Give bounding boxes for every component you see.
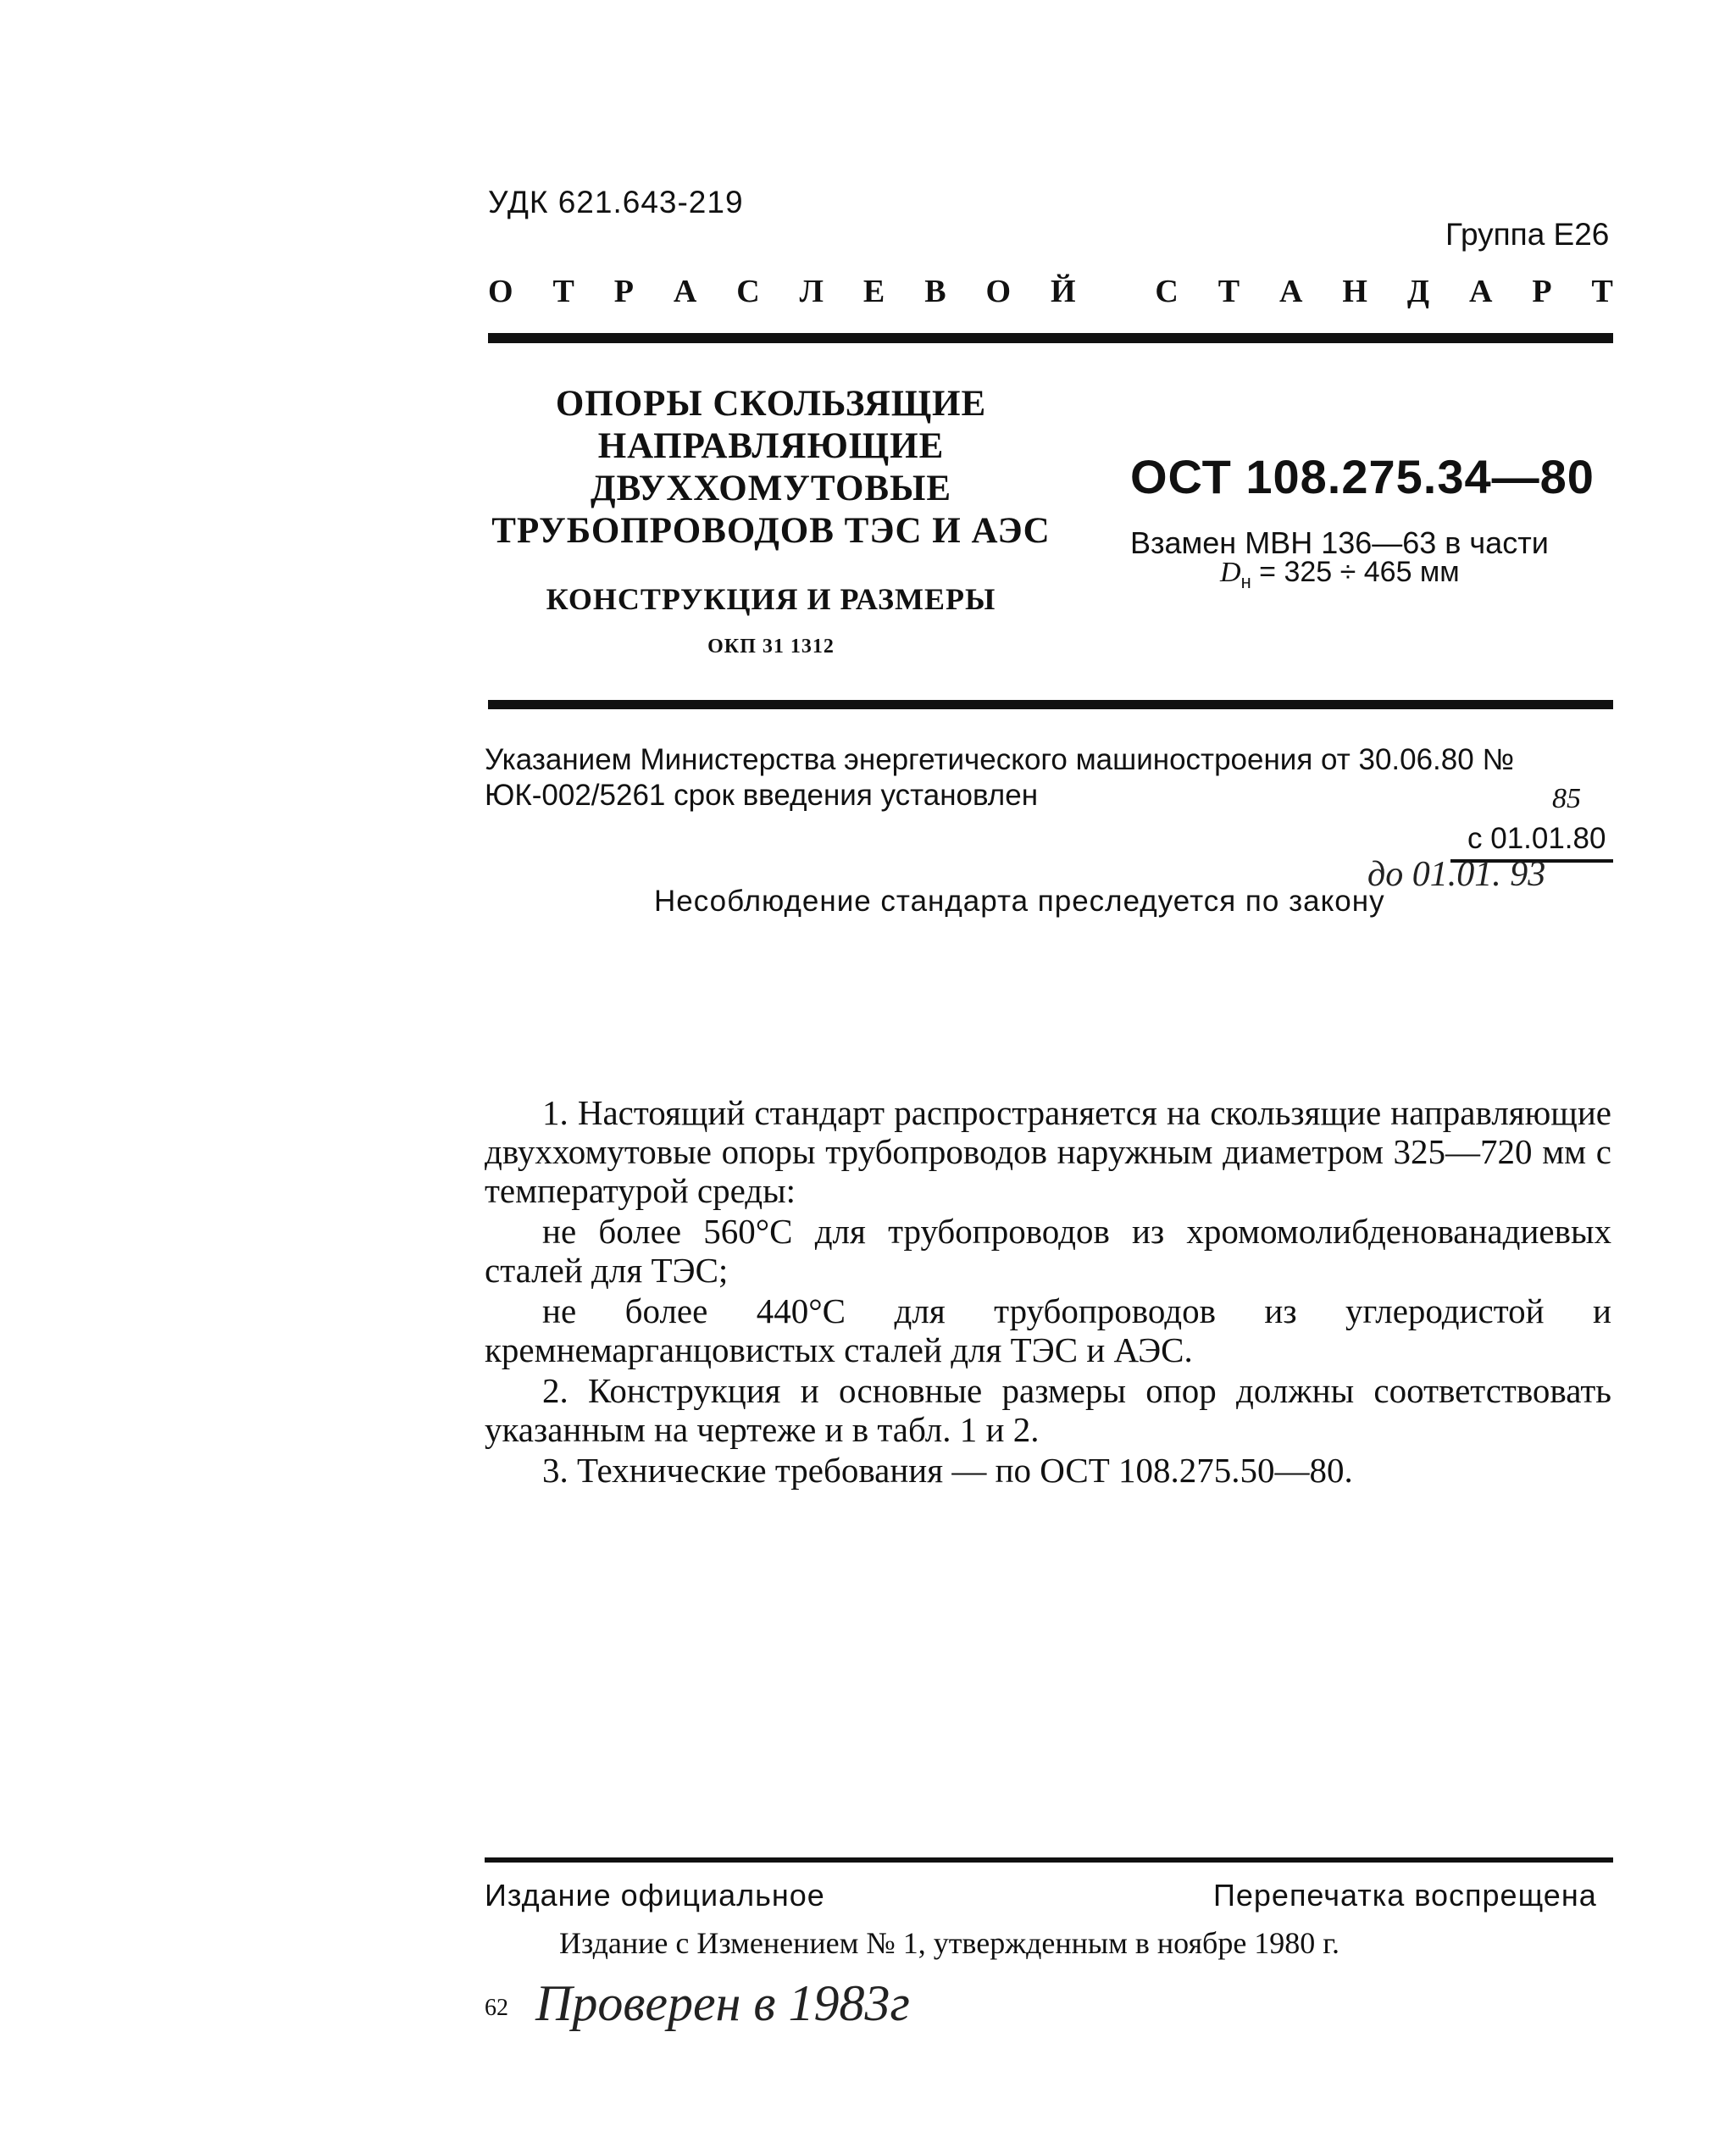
middle-rule xyxy=(488,700,1613,709)
official-edition: Издание официальное xyxy=(485,1878,825,1913)
handwritten-extension-date: до 01.01. 93 xyxy=(1367,855,1546,894)
banner-letter: А xyxy=(1279,274,1303,309)
paragraph-1: 1. Настоящий стандарт распространяется на скользящие направляющие двуххомутовые опоры трубопроводов наружным диаметром 325—720 мм с температурой среды: xyxy=(485,1093,1611,1210)
paragraph-4: 2. Конструкция и основные размеры опор должны соответствовать указанным на чертеже и в табл. 1 и 2. xyxy=(485,1371,1611,1449)
industry-standard-banner xyxy=(488,273,1613,310)
footer-rule xyxy=(485,1857,1613,1863)
body-text xyxy=(485,1093,1611,1491)
replaces-note: Взамен МВН 136—63 в части xyxy=(1130,525,1549,560)
banner-letter: Т xyxy=(1217,274,1240,309)
banner-letter: Д xyxy=(1406,274,1430,309)
banner-letter: О xyxy=(488,274,513,309)
paragraph-3: не более 440°С для трубопроводов из углеродистой и кремнемарганцовистых сталей для ТЭС и АЭС. xyxy=(485,1291,1611,1369)
banner-letter: С xyxy=(736,274,760,309)
banner-letter: Й xyxy=(1050,274,1076,309)
title-line-1: ОПОРЫ СКОЛЬЗЯЩИЕ xyxy=(555,384,987,424)
top-rule xyxy=(488,333,1613,343)
page-number: 62 xyxy=(485,1995,508,2021)
banner-letter: А xyxy=(673,274,697,309)
title-line-2: НАПРАВЛЯЮЩИЕ xyxy=(597,426,945,466)
banner-letter: О xyxy=(985,274,1012,309)
title-line-4: ТРУБОПРОВОДОВ ТЭС И АЭС xyxy=(491,511,1051,551)
banner-letter: Т xyxy=(1591,274,1613,309)
title-block xyxy=(474,383,1068,658)
dn-subscript: н xyxy=(1240,570,1251,592)
reprint-prohibited: Перепечатка воспрещена xyxy=(1213,1878,1597,1913)
banner-letter: Т xyxy=(552,274,574,309)
law-notice: Несоблюдение стандарта преследуется по закону xyxy=(654,885,1385,918)
decree-text: Указанием Министерства энергетического машиностроения от 30.06.80 № ЮК-002/5261 срок введения установлен xyxy=(485,743,1514,812)
banner-letter: Н xyxy=(1342,274,1367,309)
handwritten-85: 85 xyxy=(1552,783,1581,814)
udk-code: УДК 621.643-219 xyxy=(488,185,744,219)
handwritten-verified-note: Проверен в 1983г xyxy=(535,1975,910,2031)
banner-letter: Е xyxy=(862,274,885,309)
dn-symbol: D xyxy=(1220,557,1241,588)
subtitle: КОНСТРУКЦИЯ И РАЗМЕРЫ xyxy=(546,582,996,616)
edition-change-note: Издание с Изменением № 1, утвержденным в ноябре 1980 г. xyxy=(559,1926,1340,1960)
group-code: Группа Е26 xyxy=(1445,217,1610,252)
standard-number: ОСТ 108.275.34—80 xyxy=(1130,450,1595,503)
paragraph-2: не более 560°С для трубопроводов из хромомолибденованадиевых сталей для ТЭС; xyxy=(485,1212,1611,1290)
diameter-range xyxy=(1220,556,1460,593)
banner-letter: Р xyxy=(1532,274,1552,309)
dn-range: = 325 ÷ 465 мм xyxy=(1251,556,1460,588)
effective-date: с 01.01.80 xyxy=(1467,822,1606,855)
banner-letter: Р xyxy=(613,274,634,309)
banner-letter: Л xyxy=(799,274,824,309)
paragraph-5: 3. Технические требования — по ОСТ 108.275.50—80. xyxy=(542,1451,1353,1490)
banner-letter: С xyxy=(1155,274,1179,309)
okp-code: ОКП 31 1312 xyxy=(707,636,835,658)
banner-letter: А xyxy=(1468,274,1493,309)
banner-letter: В xyxy=(924,274,946,309)
title-line-3: ДВУХХОМУТОВЫЕ xyxy=(591,469,951,508)
